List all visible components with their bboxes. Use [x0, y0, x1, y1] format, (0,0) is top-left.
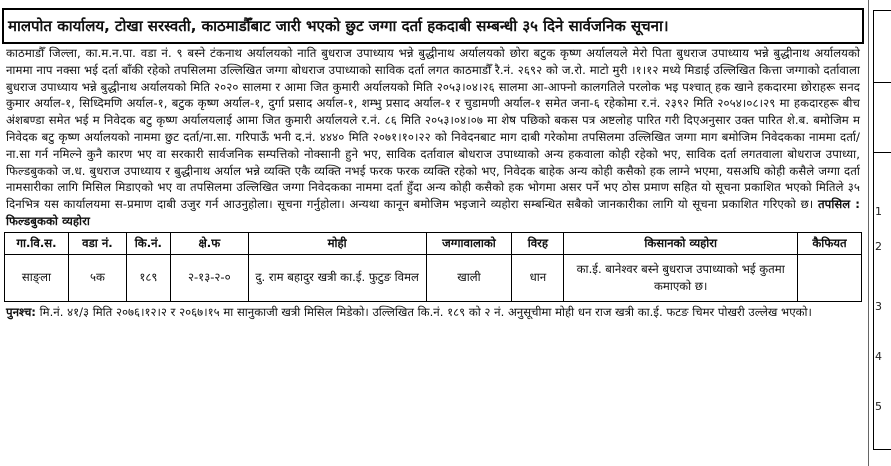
cell-remarks — [798, 254, 862, 301]
col-header-ward: वडा नं. — [68, 232, 126, 254]
table-row — [5, 254, 862, 301]
tapsil-table-wrap — [4, 232, 862, 302]
adjacent-page-frame — [873, 10, 891, 450]
col-header-birah: विरह — [512, 232, 564, 254]
adjacent-rule — [873, 152, 891, 153]
col-header-area: क्षे.फ — [170, 232, 248, 254]
adjacent-digit: 2 — [875, 240, 882, 253]
tapsil-label: तपसिल : फिल्डबुकको व्यहोरा — [6, 197, 860, 228]
notice-title: मालपोत कार्यालय, टोखा सरस्वती, काठमाडौँबाट जारी भएको छुट जग्गा दर्ता हकदाबी सम्बन्धी ३५ दिने सार्वजनिक सूचना। — [2, 8, 864, 44]
adjacent-digit: 5 — [875, 400, 882, 413]
col-header-gabisa: गा.वि.स. — [5, 232, 69, 254]
col-header-remarks: कैफियत — [798, 232, 862, 254]
notice-body-text: काठमाडौँ जिल्ला, का.म.न.पा. वडा नं. ९ बस्ने टंकनाथ अर्यालयको नाति बुधराज उपाध्याय भन्ने बुद्धीनाथ अर्यालयको छोरा बटुक कृष्ण अर्यालयले मेरो पिता बुधराज उपाध्याय भन्ने बुद्धीनाथ अर्यालयको नाममा नाप नक्सा भई दर्ता बाँकी रहेको तपसिलमा उल्लिखित जग्गा बोधराज उपाध्याको साविक दर्ता लगत काठमाडौँ रै.नं. २६९२ को ज.रो. माटो मुरी ।१।१२ मध्ये मिडाई उल्लिखित कित्ता जग्गाको दर्तावाला बुधराज उपाध्याय भन्ने बुद्धीनाथ अर्यालयको मिति २०२० सालमा र आमा जित कुमारी अर्यालयको मिति २०५३।०४।२६ सालमा आ-आफ्नो कालगतिले परलोक भइ पश्चात् हक खाने हकदारमा छोराहरू सनद कुमार अर्याल-१, सिध्दिमणि अर्याल-१, बटुक कृष्ण अर्याल-१, दुर्गा प्रसाद अर्याल-१, शम्भु प्रसाद अर्याल-१ र चुडामणी अर्याल-१ समेत जना-६ रहेकोमा र.नं. २३९२ मिति २०५४।०८।२९ मा हकदारहरू बीच अंशबण्डा समेत भई म निवेदक बटु कृष्ण अर्यालयलाई आमा जित कुमारी अर्यालयले र.नं. ८६ मिति २०५३।०४।०७ मा शेष पछिको बकस पत्र अष्टलोह पारित गरी दिएअनुसार उक्त पारित शे.ब. बमोजिम म निवेदक बटु कृष्ण अर्यालयको नाममा छुट दर्ता/ना.सा. गरिपाऊँ भनी द.नं. ४४४० मिति २०७१।१०।२२ को निवेदनबाट माग दाबी गरेकोमा तपसिलमा उल्लिखित जग्गा माग बमोजिम निवेदकका नाममा दर्ता/ना.सा गर्न नमिल्ने कुनै कारण भए वा सरकारी सार्वजनिक सम्पत्तिको नोक्सानी हुने भए, साविक दर्तावाल बोधराज उपाध्याको अन्य हकवाला कोही रहेको भए, साविक दर्ता लगतवाला बोधराज उपाध्या, फिल्डबुकको ज.ध. बुधराज उपाध्याय र बुद्धीनाथ अर्याल भन्ने व्यक्ति एकै व्यक्ति नभई फरक फरक व्यक्ति रहेको भए, निवेदक बाहेक अन्य कोही कसैको हक लाग्ने भएमा, यसअघि कोही कसैले जग्गा दर्ता नामसारीका लागि मिसिल मिडाएको भए वा तपसिलमा उल्लिखित जग्गा निवेदकका नाममा दर्ता हुँदा अन्य कोही कसैको हक भोगमा असर पर्ने भए ठोस प्रमाण सहित यो सूचना प्रकाशित भएको मितिले ३५ दिनभित्र यस कार्यालयमा स-प्रमाण दाबी उजुर गर्न आउनुहोला। सूचना गर्नुहोला। अन्यथा कानून बमोजिम भइजाने व्यहोरा सम्बन्धित सबैको जानकारीका लागि यो सूचना प्रकाशित गरिएको छ। — [6, 46, 860, 212]
adjacent-digit: 4 — [875, 350, 882, 363]
col-header-mohi: मोही — [248, 232, 426, 254]
cell-mohi: दु. राम बहादुर खत्री का.ई. फुटुङ विमल — [248, 254, 426, 301]
table-header-row — [5, 232, 862, 254]
cell-area: २-१३-२-० — [170, 254, 248, 301]
col-header-kitta: कि.नं. — [126, 232, 170, 254]
cell-birah: धान — [512, 254, 564, 301]
tapsil-table — [4, 232, 862, 302]
col-header-owner: जग्गावालाको — [426, 232, 512, 254]
notice-body — [6, 45, 860, 230]
col-header-farmer: किसानको व्यहोरा — [564, 232, 798, 254]
cell-owner: खाली — [426, 254, 512, 301]
footnote — [6, 304, 860, 321]
adjacent-rule — [873, 82, 891, 83]
footnote-text: मि.नं. ४१/३ मिति २०७६।१२।२ र २०६७।१५ मा सानुकाजी खत्री मिसिल मिडेको। उल्लिखित कि.नं. १८९ को २ नं. अनुसूचीमा मोही धन राज खत्री का.ई. फटङ चिमर पोखरी उल्लेख भएको। — [35, 304, 812, 319]
adjacent-digit: 1 — [875, 205, 882, 218]
cell-ward: ५क — [68, 254, 126, 301]
cell-gabisa: साङ्ला — [5, 254, 69, 301]
cell-farmer: का.ई. बानेश्वर बस्ने बुधराज उपाध्याको भई कुतमा कमाएको छ। — [564, 254, 798, 301]
adjacent-digit: 3 — [875, 300, 882, 313]
footnote-label: पुनश्च: — [6, 304, 36, 319]
adjacent-page-strip — [868, 0, 891, 466]
cell-kitta: १८९ — [126, 254, 170, 301]
